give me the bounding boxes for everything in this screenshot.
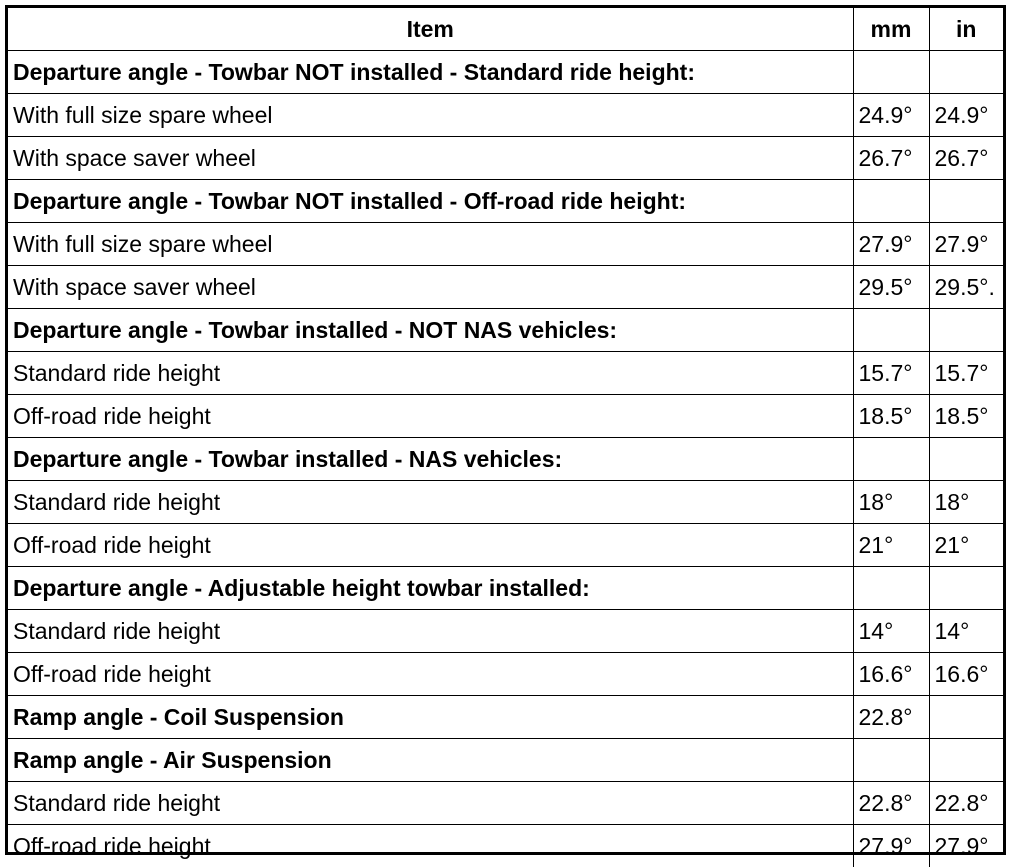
mm-value-cell	[853, 51, 929, 94]
item-cell: With full size spare wheel	[8, 94, 853, 137]
in-value-cell: 18.5°	[929, 395, 1003, 438]
in-value-cell	[929, 51, 1003, 94]
mm-value-cell	[853, 309, 929, 352]
section-title-cell: Ramp angle - Coil Suspension	[8, 696, 853, 739]
mm-value-cell: 22.8°	[853, 782, 929, 825]
in-value-cell: 27.9°	[929, 223, 1003, 266]
item-cell: Off-road ride height	[8, 825, 853, 867]
in-value-cell	[929, 309, 1003, 352]
in-value-cell	[929, 567, 1003, 610]
mm-value-cell: 18.5°	[853, 395, 929, 438]
mm-value-cell	[853, 567, 929, 610]
item-cell: Standard ride height	[8, 481, 853, 524]
mm-value-cell: 15.7°	[853, 352, 929, 395]
table-row	[8, 137, 1003, 180]
table-row	[8, 481, 1003, 524]
table-row	[8, 825, 1003, 867]
item-cell: With full size spare wheel	[8, 223, 853, 266]
section-title-cell: Departure angle - Adjustable height towbar installed:	[8, 567, 853, 610]
item-cell: Standard ride height	[8, 610, 853, 653]
mm-value-cell: 26.7°	[853, 137, 929, 180]
mm-value-cell: 22.8°	[853, 696, 929, 739]
section-header-row	[8, 309, 1003, 352]
section-header-row	[8, 696, 1003, 739]
in-value-cell: 18°	[929, 481, 1003, 524]
table-row	[8, 610, 1003, 653]
item-cell: Off-road ride height	[8, 395, 853, 438]
table-body	[8, 51, 1003, 867]
in-value-cell: 16.6°	[929, 653, 1003, 696]
mm-value-cell: 16.6°	[853, 653, 929, 696]
section-header-row	[8, 180, 1003, 223]
item-cell: Off-road ride height	[8, 653, 853, 696]
column-header-in: in	[929, 8, 1003, 51]
specification-table	[8, 8, 1003, 867]
item-cell: Standard ride height	[8, 782, 853, 825]
item-cell: With space saver wheel	[8, 137, 853, 180]
section-header-row	[8, 438, 1003, 481]
in-value-cell: 14°	[929, 610, 1003, 653]
item-cell: Off-road ride height	[8, 524, 853, 567]
mm-value-cell	[853, 739, 929, 782]
mm-value-cell: 27.9°	[853, 223, 929, 266]
column-header-item: Item	[8, 8, 853, 51]
section-header-row	[8, 567, 1003, 610]
in-value-cell: 21°	[929, 524, 1003, 567]
in-value-cell	[929, 180, 1003, 223]
table-row	[8, 782, 1003, 825]
column-header-mm: mm	[853, 8, 929, 51]
section-title-cell: Ramp angle - Air Suspension	[8, 739, 853, 782]
section-header-row	[8, 739, 1003, 782]
in-value-cell: 26.7°	[929, 137, 1003, 180]
in-value-cell	[929, 438, 1003, 481]
specification-table-frame	[5, 5, 1006, 855]
mm-value-cell: 27.9°	[853, 825, 929, 867]
table-header-row	[8, 8, 1003, 51]
mm-value-cell: 24.9°	[853, 94, 929, 137]
table-row	[8, 395, 1003, 438]
in-value-cell: 15.7°	[929, 352, 1003, 395]
in-value-cell	[929, 739, 1003, 782]
in-value-cell: 29.5°.	[929, 266, 1003, 309]
mm-value-cell: 29.5°	[853, 266, 929, 309]
table-row	[8, 223, 1003, 266]
table-row	[8, 352, 1003, 395]
section-header-row	[8, 51, 1003, 94]
in-value-cell: 27.9°	[929, 825, 1003, 867]
table-row	[8, 94, 1003, 137]
table-row	[8, 524, 1003, 567]
in-value-cell: 22.8°	[929, 782, 1003, 825]
in-value-cell: 24.9°	[929, 94, 1003, 137]
table-row	[8, 653, 1003, 696]
section-title-cell: Departure angle - Towbar NOT installed - Off-road ride height:	[8, 180, 853, 223]
section-title-cell: Departure angle - Towbar NOT installed - Standard ride height:	[8, 51, 853, 94]
section-title-cell: Departure angle - Towbar installed - NOT NAS vehicles:	[8, 309, 853, 352]
mm-value-cell: 14°	[853, 610, 929, 653]
mm-value-cell: 21°	[853, 524, 929, 567]
mm-value-cell: 18°	[853, 481, 929, 524]
section-title-cell: Departure angle - Towbar installed - NAS vehicles:	[8, 438, 853, 481]
item-cell: With space saver wheel	[8, 266, 853, 309]
mm-value-cell	[853, 438, 929, 481]
table-row	[8, 266, 1003, 309]
mm-value-cell	[853, 180, 929, 223]
in-value-cell	[929, 696, 1003, 739]
item-cell: Standard ride height	[8, 352, 853, 395]
